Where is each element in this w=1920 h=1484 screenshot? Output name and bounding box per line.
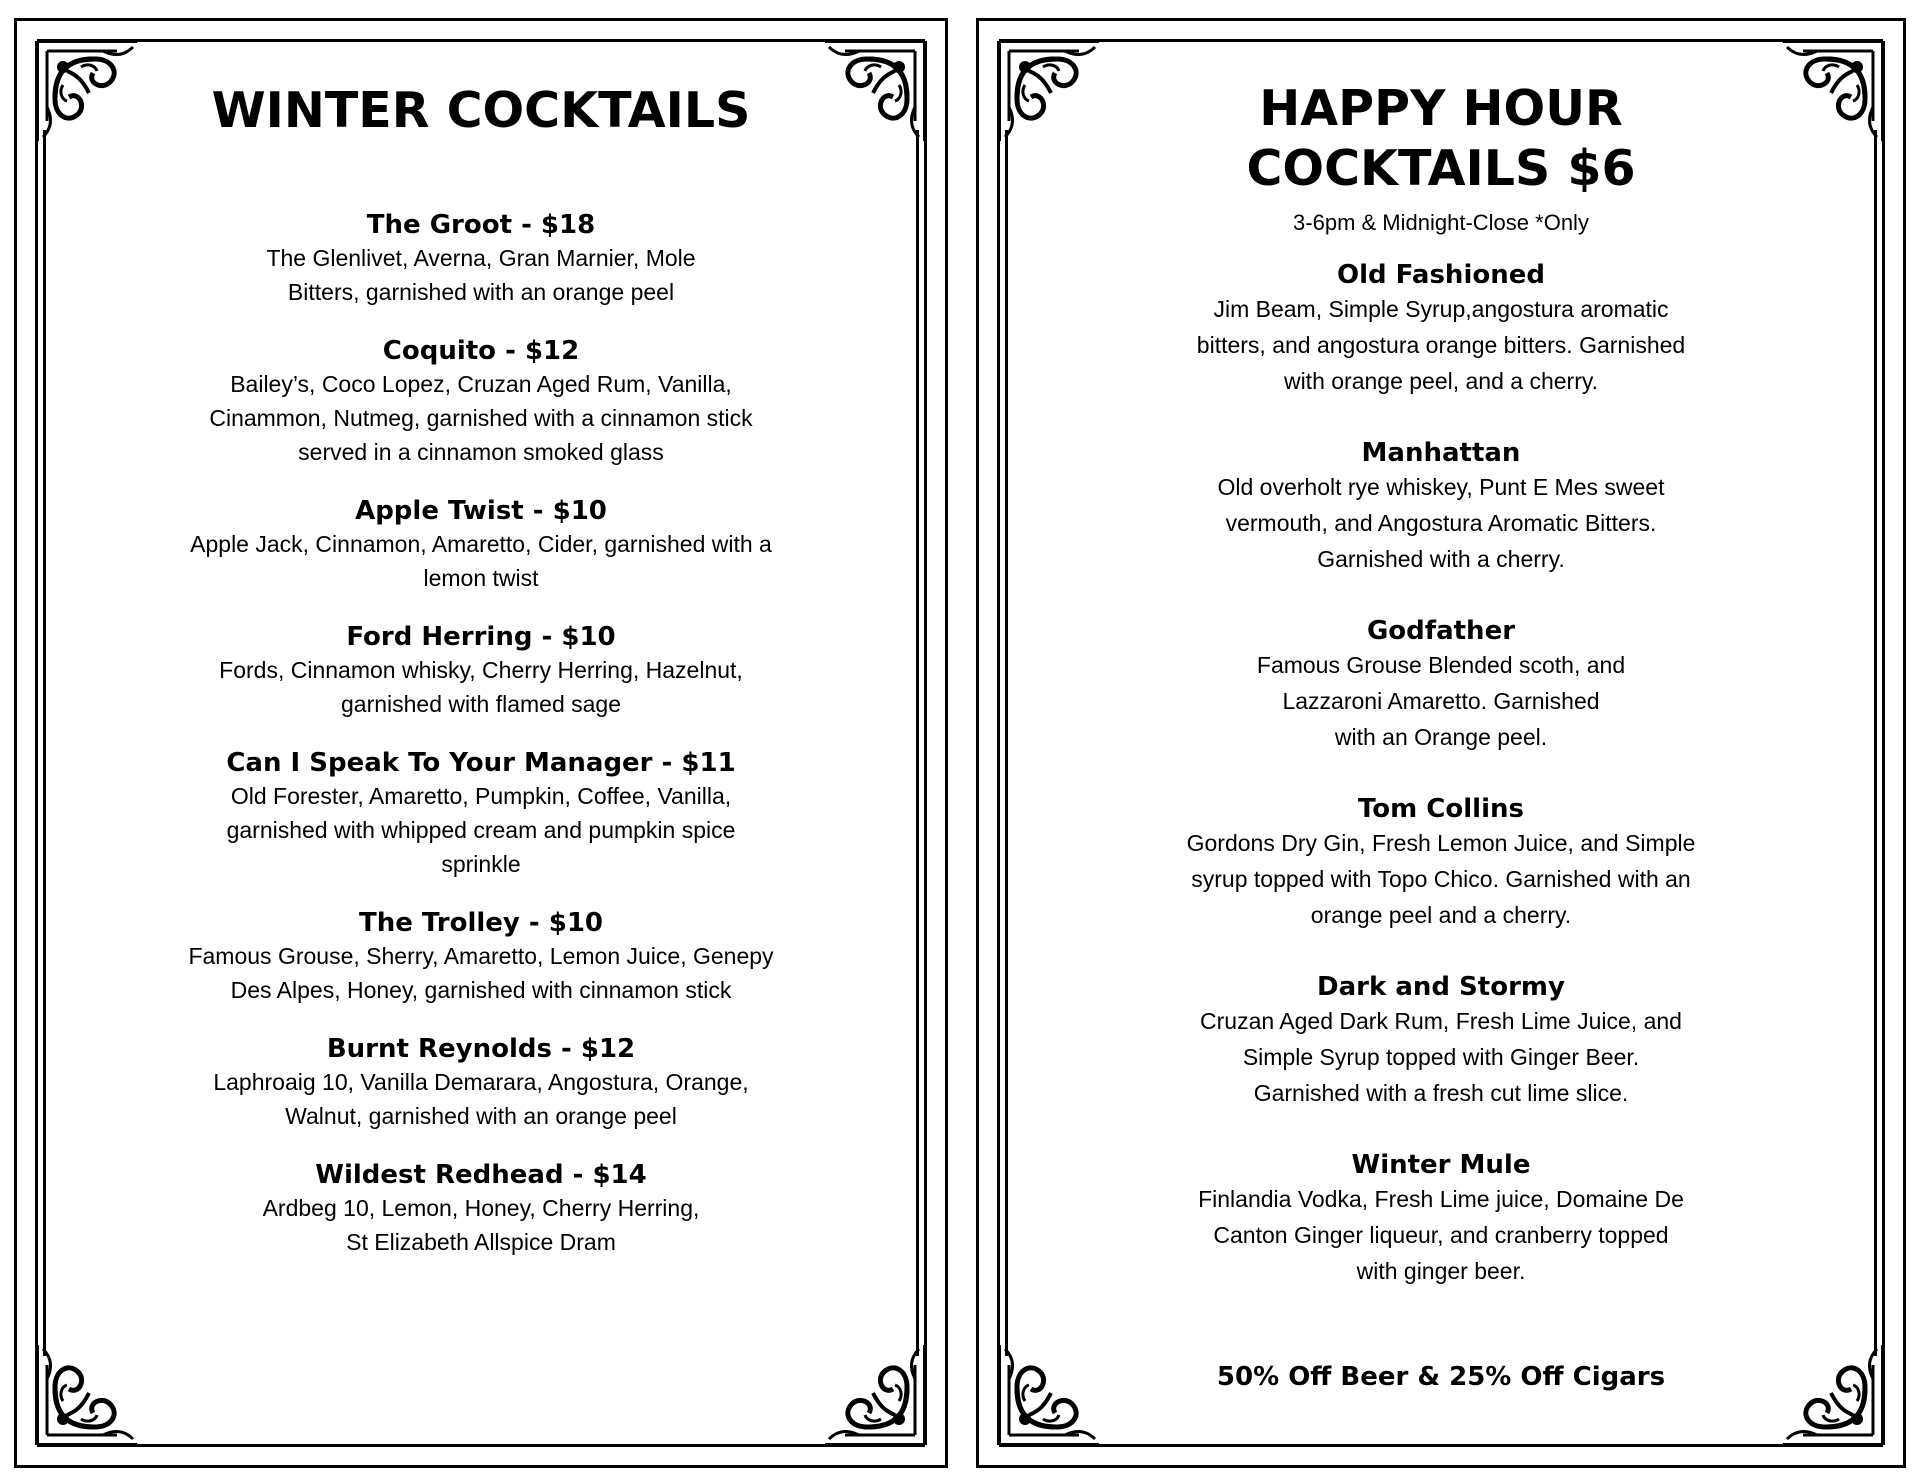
menu-item bbox=[77, 335, 885, 469]
happy-hour-title bbox=[1039, 79, 1843, 199]
menu-item bbox=[77, 907, 885, 1007]
menu-item bbox=[77, 747, 885, 881]
winter-title: WINTER COCKTAILS bbox=[211, 82, 751, 139]
menu-item bbox=[77, 495, 885, 595]
item-name: Dark and Stormy bbox=[1317, 972, 1565, 1002]
item-name: Apple Twist - $10 bbox=[355, 496, 607, 526]
item-description: Laphroaig 10, Vanilla Demarara, Angostura, Orange, Walnut, garnished with an orange peel bbox=[213, 1069, 749, 1129]
item-name: Manhattan bbox=[1361, 438, 1521, 468]
happy-hour-items bbox=[1039, 259, 1843, 1289]
menu-item bbox=[1039, 259, 1843, 399]
happy-hour-footer: 50% Off Beer & 25% Off Cigars bbox=[1216, 1362, 1666, 1392]
item-description: Cruzan Aged Dark Rum, Fresh Lime Juice, and Simple Syrup topped with Ginger Beer. Garnished with a fresh cut lime slice. bbox=[1200, 1008, 1682, 1106]
item-name: Old Fashioned bbox=[1337, 260, 1545, 290]
item-description: Finlandia Vodka, Fresh Lime juice, Domaine De Canton Ginger liqueur, and cranberry topped with ginger beer. bbox=[1198, 1186, 1684, 1284]
menu-item bbox=[77, 209, 885, 309]
menu-item bbox=[1039, 437, 1843, 577]
corner-flourish-icon bbox=[1777, 1339, 1887, 1449]
corner-flourish-icon bbox=[33, 1339, 143, 1449]
menu-item bbox=[77, 621, 885, 721]
item-description: Jim Beam, Simple Syrup,angostura aromatic bitters, and angostura orange bitters. Garnished with orange peel, and a cherry. bbox=[1196, 296, 1686, 394]
title-line-1: HAPPY HOUR bbox=[1259, 80, 1623, 137]
menu-item bbox=[1039, 615, 1843, 755]
menu-item bbox=[1039, 1149, 1843, 1289]
winter-content bbox=[77, 81, 885, 1285]
item-name: Burnt Reynolds - $12 bbox=[326, 1034, 636, 1064]
corner-flourish-icon bbox=[995, 1339, 1105, 1449]
item-description: Famous Grouse Blended scoth, and Lazzaroni Amaretto. Garnished with an Orange peel. bbox=[1256, 652, 1626, 750]
item-name: Can I Speak To Your Manager - $11 bbox=[226, 748, 736, 778]
item-name: Winter Mule bbox=[1351, 1150, 1531, 1180]
corner-flourish-icon bbox=[819, 1339, 929, 1449]
item-name: The Trolley - $10 bbox=[358, 908, 604, 938]
item-description: Ardbeg 10, Lemon, Honey, Cherry Herring, St Elizabeth Allspice Dram bbox=[262, 1195, 700, 1255]
menu-item bbox=[77, 1159, 885, 1259]
item-description: Bailey’s, Coco Lopez, Cruzan Aged Rum, Vanilla, Cinammon, Nutmeg, garnished with a cinnamon stick served in a cinnamon smoked glass bbox=[209, 371, 753, 465]
item-name: Wildest Redhead - $14 bbox=[315, 1160, 647, 1190]
item-description: Apple Jack, Cinnamon, Amaretto, Cider, garnished with a lemon twist bbox=[190, 531, 772, 591]
menu-item bbox=[1039, 793, 1843, 933]
item-description: The Glenlivet, Averna, Gran Marnier, Mole Bitters, garnished with an orange peel bbox=[266, 245, 696, 305]
item-name: Coquito - $12 bbox=[382, 336, 580, 366]
menu-item bbox=[1039, 971, 1843, 1111]
item-description: Famous Grouse, Sherry, Amaretto, Lemon Juice, Genepy Des Alpes, Honey, garnished with cinnamon stick bbox=[188, 943, 774, 1003]
item-name: Ford Herring - $10 bbox=[346, 622, 616, 652]
item-name: Tom Collins bbox=[1358, 794, 1524, 824]
title-line-2: COCKTAILS $6 bbox=[1246, 140, 1636, 197]
happy-hour-panel bbox=[976, 18, 1906, 1468]
winter-items bbox=[77, 209, 885, 1259]
item-description: Old Forester, Amaretto, Pumpkin, Coffee, Vanilla, garnished with whipped cream and pumpkin spice sprinkle bbox=[226, 783, 736, 877]
winter-cocktails-panel bbox=[14, 18, 948, 1468]
item-name: The Groot - $18 bbox=[366, 210, 596, 240]
item-name: Godfather bbox=[1366, 616, 1516, 646]
item-description: Fords, Cinnamon whisky, Cherry Herring, Hazelnut, garnished with flamed sage bbox=[219, 657, 743, 717]
item-description: Old overholt rye whiskey, Punt E Mes sweet vermouth, and Angostura Aromatic Bitters. Garnished with a cherry. bbox=[1217, 474, 1665, 572]
happy-hour-times: 3-6pm & Midnight-Close *Only bbox=[1293, 210, 1589, 235]
item-description: Gordons Dry Gin, Fresh Lemon Juice, and Simple syrup topped with Topo Chico. Garnished with an orange peel and a cherry. bbox=[1186, 830, 1696, 928]
happy-hour-content bbox=[1039, 79, 1843, 1327]
menu-item bbox=[77, 1033, 885, 1133]
